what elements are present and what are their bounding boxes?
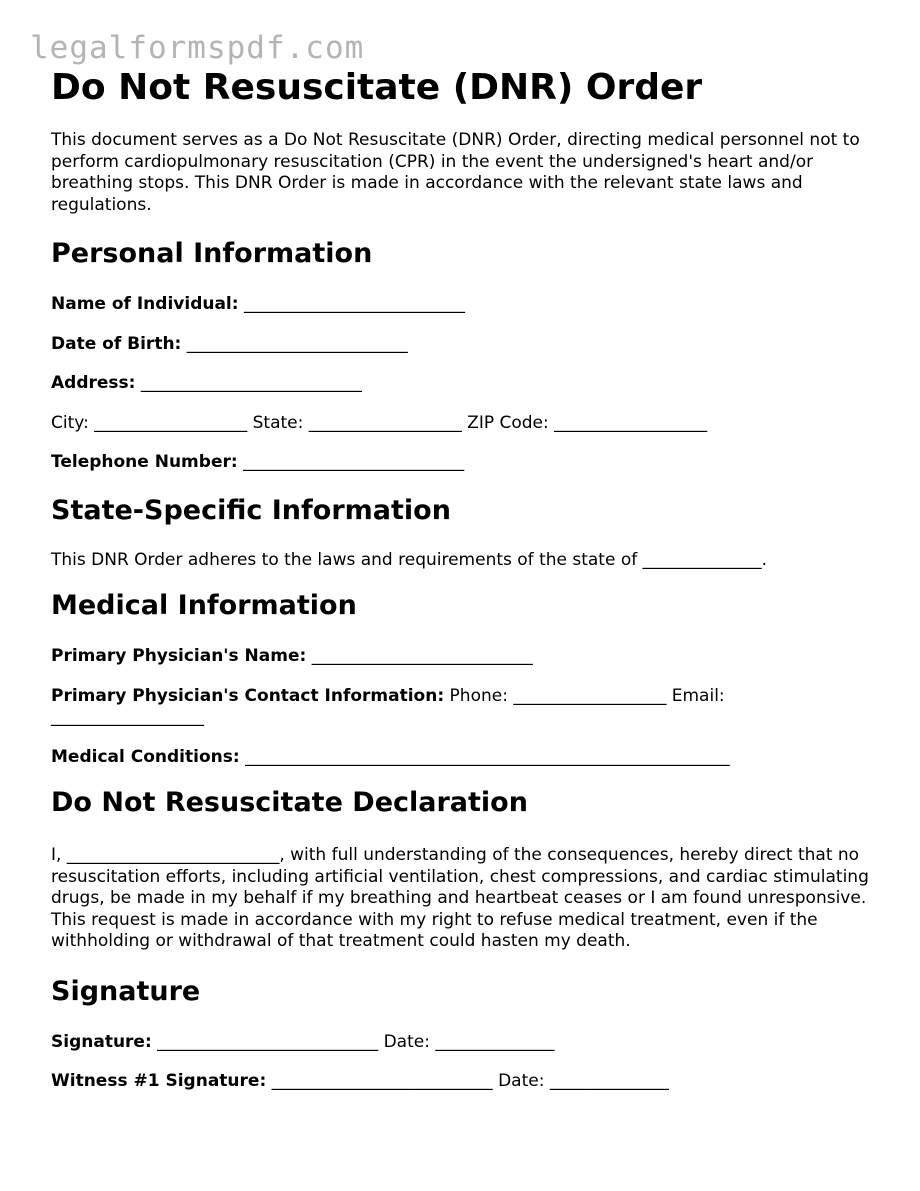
witness-date-label: Date: xyxy=(498,1071,545,1091)
declaration-text: , with full understanding of the consequences, hereby direct that no resuscitation efforts, including artificial ventilation, chest compressions, and cardiac stimulating drugs, be made in my behalf if my breathing and heartbeat ceases or I am found unresponsive. This request is made in accordance with my right to refuse medical treatment, even if the withholding or withdrawal of that treatment could hasten my death. xyxy=(51,845,869,951)
declarant-name-blank[interactable]: _________________________ xyxy=(66,845,280,865)
physician-phone-label: Phone: xyxy=(449,685,508,706)
primary-physician-name-field[interactable] xyxy=(51,646,877,668)
primary-physician-name-blank[interactable]: __________________________ xyxy=(311,646,533,666)
zip-code-label: ZIP Code: xyxy=(467,412,549,433)
signature-label: Signature: xyxy=(51,1031,152,1052)
telephone-number-field[interactable] xyxy=(51,452,877,474)
city-state-zip-row xyxy=(51,413,877,435)
telephone-number-blank[interactable]: __________________________ xyxy=(243,452,465,472)
signature-date-blank[interactable]: ______________ xyxy=(435,1031,555,1052)
intro-paragraph: This document serves as a Do Not Resuscitate (DNR) Order, directing medical personnel not to perform cardiopulmonary resuscitation (CPR) in the event the undersigned's heart and/or breathing stops. This DNR Order is made in accordance with the relevant state laws and regulations. xyxy=(51,130,860,215)
physician-email-blank[interactable]: __________________ xyxy=(51,707,204,727)
city-label: City: xyxy=(51,412,89,433)
physician-contact-label: Primary Physician's Contact Information: xyxy=(51,685,445,706)
personal-information-heading: Personal Information xyxy=(51,238,373,269)
name-of-individual-label: Name of Individual: xyxy=(51,294,239,314)
signature-row xyxy=(51,1032,877,1054)
date-of-birth-field[interactable] xyxy=(51,334,877,356)
physician-email-label: Email: xyxy=(671,685,725,706)
state-label: State: xyxy=(252,412,304,433)
state-specific-text: This DNR Order adheres to the laws and requirements of the state of xyxy=(51,549,643,570)
telephone-number-label: Telephone Number: xyxy=(51,452,238,472)
state-specific-heading: State-Specific Information xyxy=(51,494,451,526)
state-specific-period: . xyxy=(761,549,768,570)
declaration-prefix: I, xyxy=(51,845,67,865)
dnr-declaration-heading: Do Not Resuscitate Declaration xyxy=(51,787,528,818)
medical-information-heading: Medical Information xyxy=(51,590,357,621)
address-label: Address: xyxy=(51,373,136,393)
witness-signature-label: Witness #1 Signature: xyxy=(51,1071,267,1091)
document-title: Do Not Resuscitate (DNR) Order xyxy=(51,67,703,108)
date-of-birth-label: Date of Birth: xyxy=(51,333,182,354)
name-of-individual-field[interactable] xyxy=(51,294,877,316)
physician-phone-blank[interactable]: __________________ xyxy=(513,685,667,706)
state-name-blank[interactable]: ______________ xyxy=(642,549,762,570)
name-of-individual-blank[interactable]: __________________________ xyxy=(243,294,465,314)
witness-date-blank[interactable]: ______________ xyxy=(549,1071,669,1091)
signature-date-label: Date: xyxy=(383,1031,430,1052)
witness-signature-blank[interactable]: __________________________ xyxy=(271,1071,493,1091)
watermark-logo: legalformspdf.com xyxy=(30,30,365,66)
signature-heading: Signature xyxy=(51,975,201,1007)
primary-physician-name-label: Primary Physician's Name: xyxy=(51,646,307,666)
document-page xyxy=(51,66,877,1093)
physician-contact-field xyxy=(51,686,877,729)
declaration-paragraph xyxy=(51,845,877,953)
medical-conditions-label: Medical Conditions: xyxy=(51,746,240,767)
medical-conditions-blank[interactable]: _________________________________________________________ xyxy=(245,746,730,767)
address-field[interactable] xyxy=(51,373,877,395)
zip-code-blank[interactable]: __________________ xyxy=(554,412,708,433)
signature-blank[interactable]: __________________________ xyxy=(157,1031,379,1052)
medical-conditions-field[interactable] xyxy=(51,747,877,769)
address-blank[interactable]: __________________________ xyxy=(140,373,362,393)
state-blank[interactable]: __________________ xyxy=(308,412,462,433)
date-of-birth-blank[interactable]: __________________________ xyxy=(186,333,408,354)
witness-signature-row xyxy=(51,1071,877,1093)
state-specific-paragraph xyxy=(51,550,877,572)
city-blank[interactable]: __________________ xyxy=(94,412,248,433)
